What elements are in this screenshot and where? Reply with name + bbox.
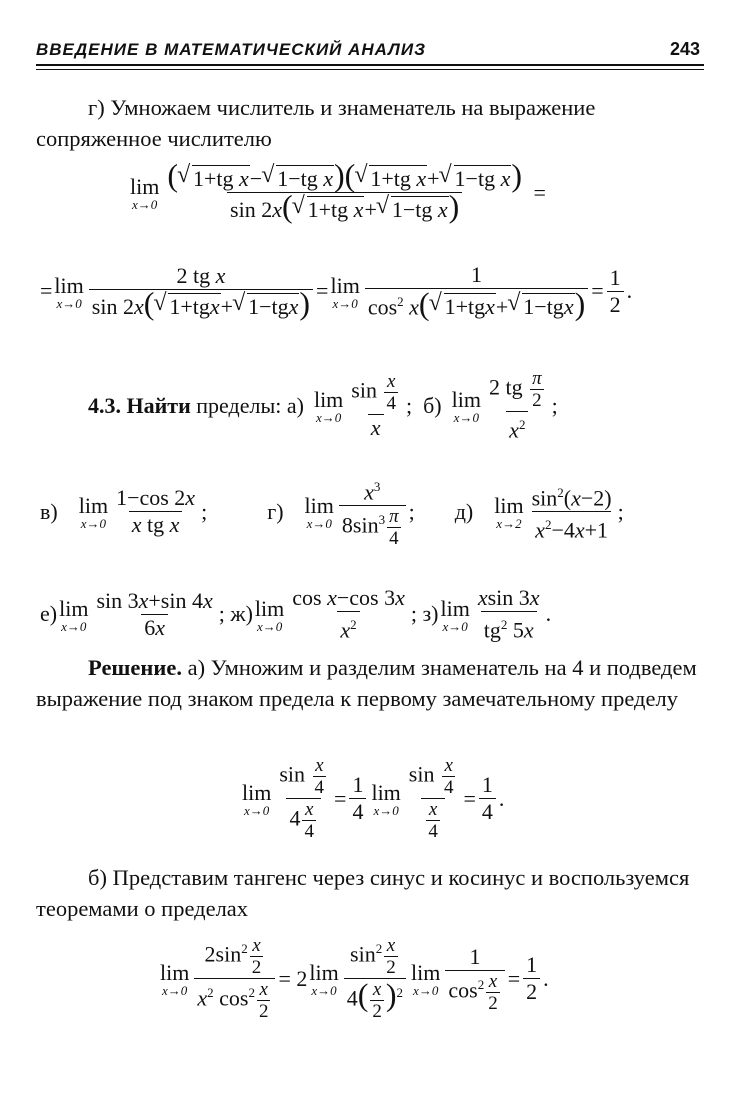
solution-bold: Решение. <box>88 655 182 680</box>
solution-text-a: а) Умножим и разделим знаменатель на 4 и подведем выражение под знаком предела к первому замечательному пределу <box>36 655 697 711</box>
label-v: в) <box>40 498 58 524</box>
problem-number: 4.3. <box>88 392 121 418</box>
running-header-title: ВВЕДЕНИЕ В МАТЕМАТИЧЕСКИЙ АНАЛИЗ <box>36 40 426 59</box>
formula-g-2: = lim x→0 $\frac{\text{2 tg x}}{\text{sin 2x(√ 1+tgx+√ 1−tgx)}}$ = lim x→0 $\frac{1}{\cos^2 x(√ 1+tgx+√ 1-tgx)}$ = $\frac{1}{2}$ . <box>40 262 632 320</box>
problems-v-g-d: в) lim x→0 $\frac{1-\cos 2x}{\text{x tg x}}$ ; г) lim x→0 $x^3$ $8\sin^3$ $\frac{\pi}{4}$ ; д) lim x→2 $\frac{\sin^2(x-2)}{x^2-4x+1}$ ; <box>40 479 624 550</box>
formula-solution-a: lim x→0 sin $\frac{x}{4}$ 4 $\frac{x}{4}$ = $\frac{1}{4}$ lim x→0 sin $\frac{x}{4}$ $\frac{x}{4}$ = $\frac{1}{4}$ . <box>242 755 505 842</box>
paragraph-g: г) Умножаем числитель и знаменатель на выражение сопряженное числителю <box>36 95 596 151</box>
label-g: г) <box>267 498 284 524</box>
label-zh: ж) <box>230 601 253 627</box>
label-e: е) <box>40 601 58 627</box>
problems-e-zh-z: е) lim x→0 $\frac{\sin 3x+\sin 4x}{6x}$ ; ж) lim x→0 $\frac{\text{cos x−cos 3x}}{x^2}$ ; з) lim x→0 $\frac{xsin 3x}{tg^2 5x}$ . <box>40 585 552 643</box>
formula-g-1: lim x→0 $\frac{\text{(√ 1+tg x−√ 1−tg x)(√ 1+tg x+√ 1−tg x)}}{\text{sin 2x(√ 1+tg x+√ 1−tg x)}}$ = <box>128 162 546 223</box>
label-a: а) <box>286 392 304 418</box>
page-number: 243 <box>669 39 700 59</box>
header-rule-thin <box>36 69 704 70</box>
solution-paragraph-b: б) Представим тангенс через синус и косинус и воспользуемся теоремами о пределах <box>36 865 690 921</box>
problem-text: пределы: <box>190 392 282 418</box>
problem-bold: Найти <box>126 392 191 418</box>
label-z: з) <box>422 601 439 627</box>
formula-solution-b: lim x→0 $2\sin^2$ $\frac{x}{2}$ $x^2$ $\cos^2$ $\frac{x}{2}$ = 2 lim x→0 $\sin^2$ $\frac{x}{2}$ 4( $\frac{x}{2}$ )$^2$ lim x→0 1 $\cos^2$ $\frac{x}{2}$ = $\frac{1}{2}$ . <box>160 935 549 1022</box>
solution-paragraph-a <box>36 652 704 714</box>
label-b: б) <box>423 392 442 418</box>
problem-4-3: 4.3. Найти пределы: а) lim x→0 sin $\frac{x}{4}$ x ; б) lim x→0 2 tg $\frac{\pi}{2}$ $x^2$ ; <box>88 368 558 443</box>
header-rule <box>36 64 704 66</box>
label-d: д) <box>454 498 474 524</box>
